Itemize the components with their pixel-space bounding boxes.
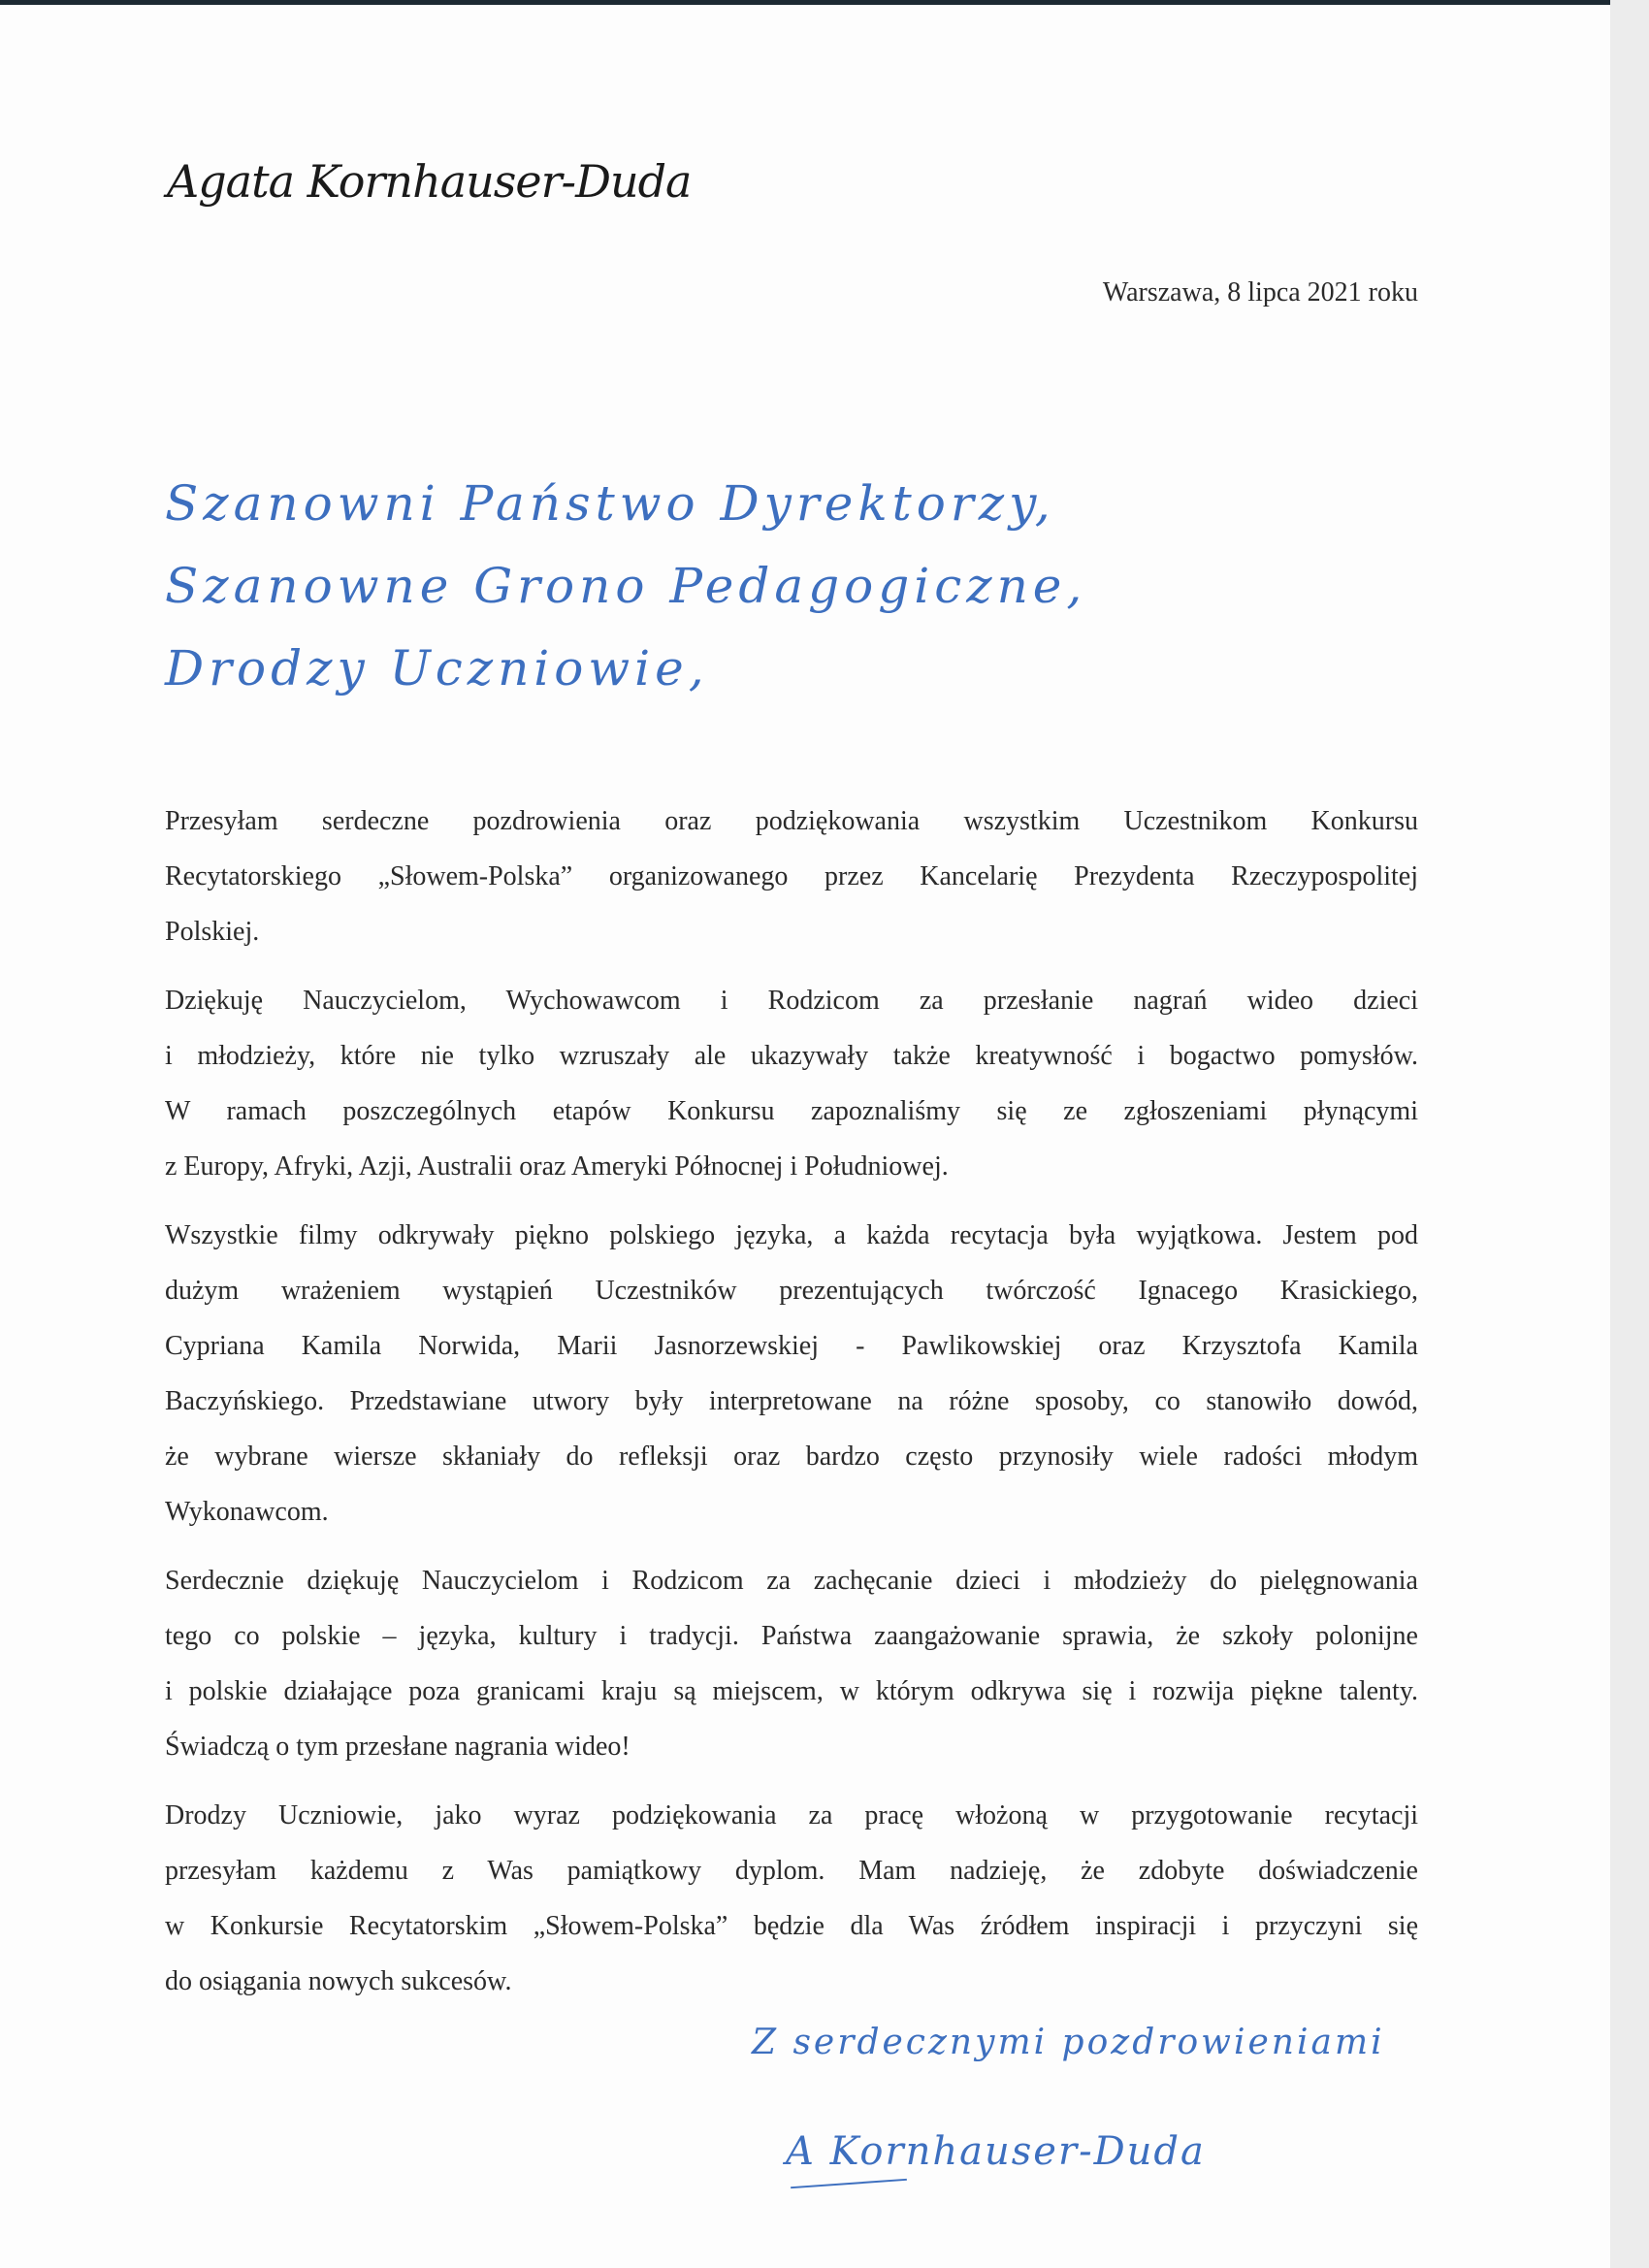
signature: A Kornhauser-Duda [786, 2129, 1206, 2174]
text-line: do osiągania nowych sukcesów. [165, 1966, 512, 1996]
paragraph [165, 1208, 1418, 1539]
text-line: Recytatorskiego „Słowem-Polska” organizowanego przez Kancelarię Prezydenta Rzeczypospolitej [165, 861, 1418, 891]
scan-top-edge [0, 0, 1649, 5]
text-line: Świadczą o tym przesłane nagrania wideo! [165, 1732, 630, 1762]
paragraph [165, 973, 1418, 1194]
text-line: Baczyńskiego. Przedstawiane utwory były interpretowane na różne sposoby, co stanowiło dowód, [165, 1386, 1418, 1416]
text-line: i młodzieży, które nie tylko wzruszały ale ukazywały także kreatywność i bogactwo pomysłów. [165, 1041, 1418, 1071]
text-line: Wykonawcom. [165, 1497, 329, 1527]
text-line: w Konkursie Recytatorskim „Słowem-Polska” będzie dla Was źródłem inspiracji i przyczyni się [165, 1911, 1418, 1941]
text-line: tego co polskie – języka, kultury i tradycji. Państwa zaangażowanie sprawia, że szkoły polonijne [165, 1621, 1418, 1651]
scan-right-edge [1610, 0, 1649, 2268]
letterhead-name: Agata Kornhauser-Duda [167, 155, 692, 208]
text-line: Przesyłam serdeczne pozdrowienia oraz podziękowania wszystkim Uczestnikom Konkursu [165, 806, 1418, 836]
text-line: Drodzy Uczniowie, jako wyraz podziękowania za pracę włożoną w przygotowanie recytacji [165, 1800, 1418, 1831]
signature-underline [791, 2179, 907, 2188]
text-line: Dziękuję Nauczycielom, Wychowawcom i Rodzicom za przesłanie nagrań wideo dzieci [165, 986, 1418, 1016]
text-line: że wybrane wiersze skłaniały do refleksji oraz bardzo często przynosiły wiele radości młodym [165, 1442, 1418, 1472]
text-line: z Europy, Afryki, Azji, Australii oraz Ameryki Północnej i Południowej. [165, 1151, 949, 1182]
paragraph [165, 794, 1418, 959]
greeting-line: Drodzy Uczniowie, [165, 640, 709, 697]
text-line: Cypriana Kamila Norwida, Marii Jasnorzewskiej - Pawlikowskiej oraz Krzysztofa Kamila [165, 1331, 1418, 1361]
paragraph [165, 1553, 1418, 1774]
text-line: Serdecznie dziękuję Nauczycielom i Rodzicom za zachęcanie dzieci i młodzieży do pielęgnowania [165, 1566, 1418, 1596]
text-line: W ramach poszczególnych etapów Konkursu zapoznaliśmy się ze zgłoszeniami płynącymi [165, 1096, 1418, 1126]
text-line: i polskie działające poza granicami kraju są miejscem, w którym odkrywa się i rozwija piękne talenty. [165, 1676, 1418, 1706]
text-line: przesyłam każdemu z Was pamiątkowy dyplom. Mam nadzieję, że zdobyte doświadczenie [165, 1856, 1418, 1886]
closing-handwritten: Z serdecznymi pozdrowieniami [752, 2023, 1385, 2062]
text-line: dużym wrażeniem wystąpień Uczestników prezentujących twórczość Ignacego Krasickiego, [165, 1276, 1418, 1306]
text-line: Wszystkie filmy odkrywały piękno polskiego języka, a każda recytacja była wyjątkowa. Jestem pod [165, 1220, 1418, 1250]
text-line: Polskiej. [165, 917, 260, 947]
paragraph [165, 1788, 1418, 2009]
greeting-line: Szanowni Państwo Dyrektorzy, [165, 475, 1055, 532]
greeting-line: Szanowne Grono Pedagogiczne, [165, 558, 1087, 614]
letter-body [165, 794, 1418, 2023]
letter-date: Warszawa, 8 lipca 2021 roku [1102, 277, 1418, 308]
